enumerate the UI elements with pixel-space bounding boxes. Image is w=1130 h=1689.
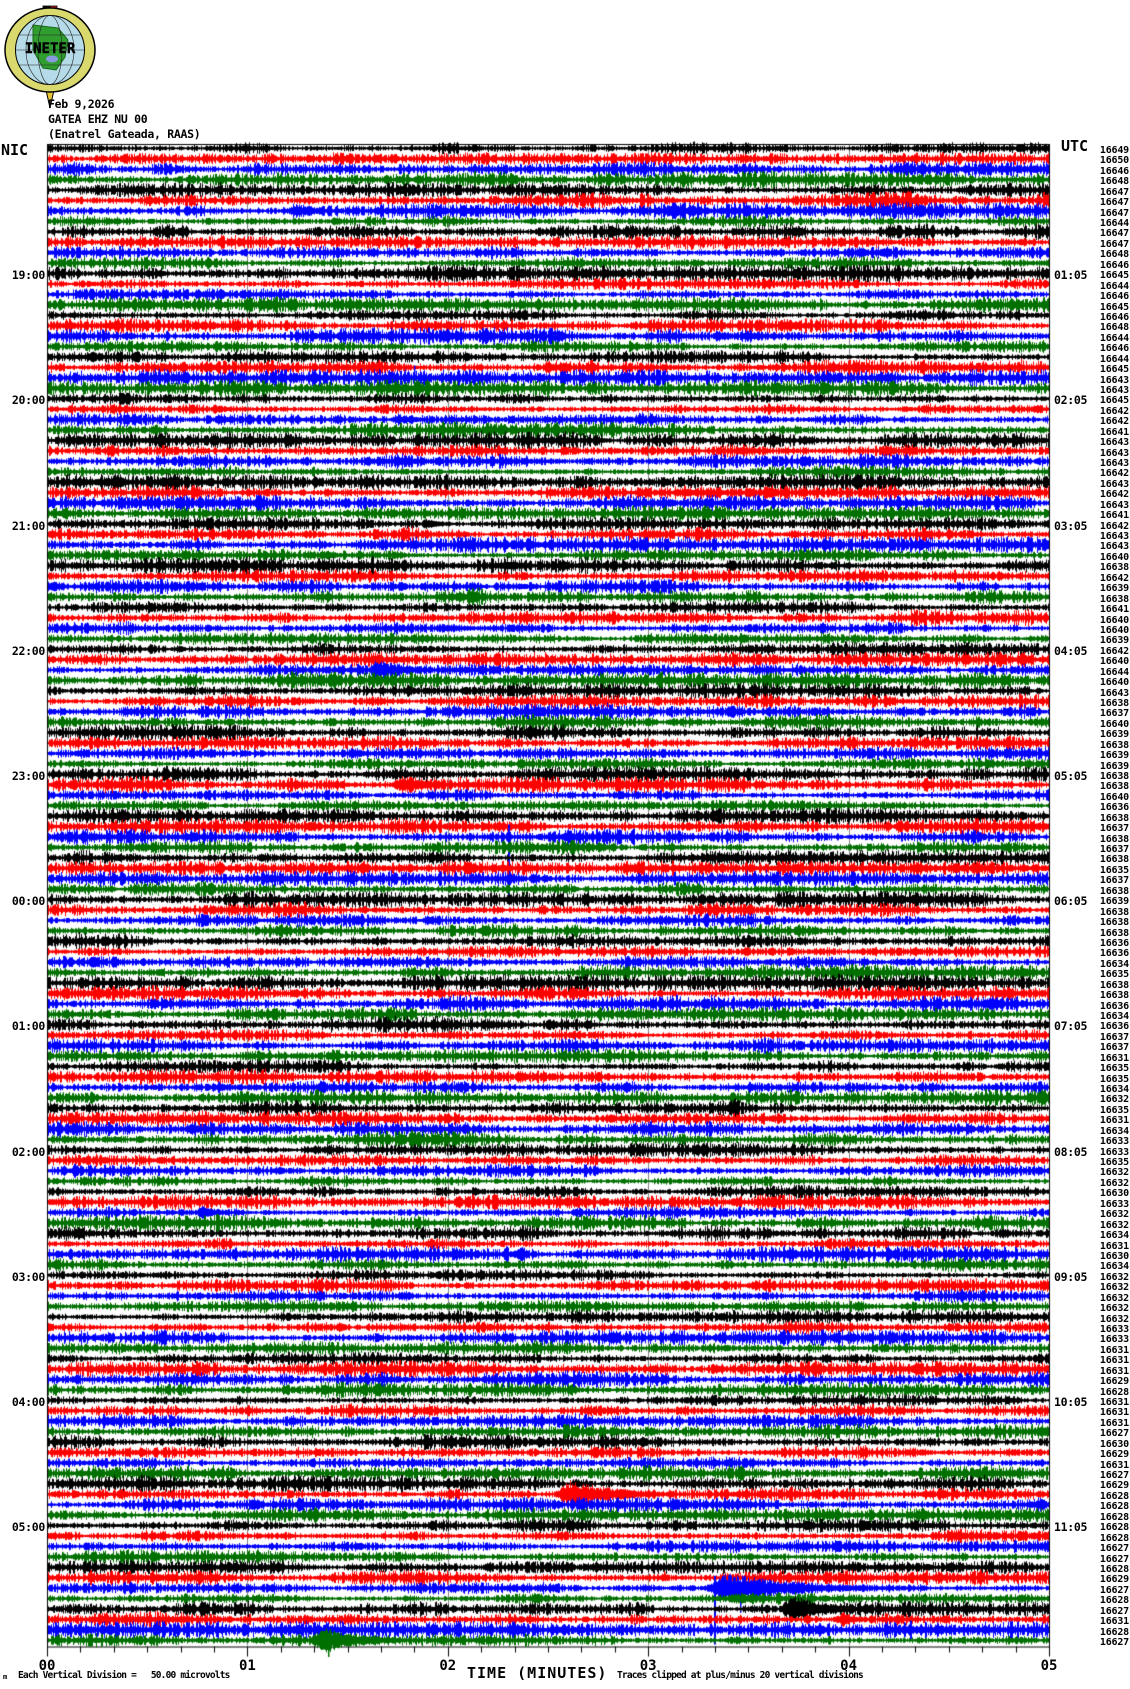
row-count: 16640 — [1099, 614, 1129, 626]
row-count: 16644 — [1099, 280, 1129, 292]
row-count: 16638 — [1099, 885, 1129, 897]
row-count: 16639 — [1099, 729, 1129, 741]
hour-label-left: 21:00 — [11, 518, 45, 533]
row-count: 16643 — [1099, 531, 1129, 543]
row-count: 16634 — [1099, 958, 1129, 970]
row-count: 16635 — [1099, 1073, 1129, 1085]
row-count: 16636 — [1099, 948, 1129, 960]
row-count: 16630 — [1099, 1438, 1129, 1450]
row-count: 16644 — [1099, 218, 1129, 230]
row-count: 16642 — [1099, 645, 1129, 657]
row-count: 16632 — [1099, 1303, 1129, 1315]
row-count: 16642 — [1099, 468, 1129, 480]
row-count: 16631 — [1099, 1407, 1129, 1419]
row-count: 16643 — [1099, 374, 1129, 386]
row-count: 16635 — [1099, 1157, 1129, 1169]
hour-label-left: 03:00 — [11, 1269, 45, 1284]
hour-label-right: 02:05 — [1054, 393, 1088, 408]
row-count: 16647 — [1099, 197, 1129, 209]
hour-label-left: 01:00 — [11, 1019, 45, 1034]
x-tick-label: 03 — [639, 1658, 657, 1674]
row-count: 16636 — [1099, 802, 1129, 814]
row-count: 16637 — [1099, 708, 1129, 720]
row-count: 16637 — [1099, 1031, 1129, 1043]
x-tick-label: 04 — [840, 1658, 858, 1674]
row-count: 16631 — [1099, 1459, 1129, 1471]
hour-label-left: 22:00 — [11, 643, 45, 658]
row-count: 16634 — [1099, 1125, 1129, 1137]
row-count: 16641 — [1099, 510, 1129, 522]
hour-label-left: 23:00 — [11, 769, 45, 783]
row-count: 16631 — [1099, 1355, 1129, 1367]
hour-label-left: 00:00 — [11, 894, 45, 909]
row-count: 16640 — [1099, 677, 1129, 689]
row-count: 16636 — [1099, 937, 1129, 949]
row-count: 16628 — [1099, 1522, 1129, 1534]
hour-label-right: 08:05 — [1054, 1144, 1088, 1159]
row-count: 16638 — [1099, 697, 1129, 709]
row-count: 16628 — [1099, 1511, 1129, 1523]
row-count: 16643 — [1099, 447, 1129, 459]
row-count: 16633 — [1099, 1136, 1129, 1148]
row-count: 16638 — [1099, 781, 1129, 793]
row-count: 16633 — [1099, 1198, 1129, 1210]
row-count: 16634 — [1099, 1084, 1129, 1095]
row-count: 16646 — [1099, 291, 1129, 303]
row-count: 16631 — [1099, 1240, 1129, 1252]
row-count: 16645 — [1099, 301, 1129, 313]
row-count: 16639 — [1099, 583, 1129, 595]
row-count: 16647 — [1099, 238, 1129, 250]
hour-label-right: 01:05 — [1054, 268, 1088, 283]
row-count: 16637 — [1099, 875, 1129, 887]
hour-label-right: 05:05 — [1054, 769, 1088, 783]
row-count: 16640 — [1099, 624, 1129, 636]
x-tick-label: 05 — [1040, 1658, 1058, 1674]
row-count: 16645 — [1099, 364, 1129, 376]
hour-label-left: 20:00 — [11, 393, 45, 408]
row-count: 16635 — [1099, 1104, 1129, 1116]
row-count: 16648 — [1099, 322, 1129, 334]
row-count: 16645 — [1099, 395, 1129, 407]
row-count: 16631 — [1099, 1115, 1129, 1127]
row-count: 16638 — [1099, 979, 1129, 991]
x-tick-label: 01 — [238, 1658, 256, 1674]
row-count: 16637 — [1099, 1042, 1129, 1054]
row-count: 16632 — [1099, 1282, 1129, 1294]
row-count: 16627 — [1099, 1584, 1129, 1596]
row-count: 16631 — [1099, 1397, 1129, 1409]
row-count: 16640 — [1099, 551, 1129, 563]
row-count: 16644 — [1099, 666, 1129, 678]
row-count: 16633 — [1099, 1146, 1129, 1158]
row-count: 16635 — [1099, 1063, 1129, 1075]
hour-label-right: 11:05 — [1054, 1520, 1088, 1535]
scale-note: Each Vertical Division = 50.00 microvolts — [18, 1670, 230, 1681]
row-count: 16628 — [1099, 1563, 1129, 1575]
row-count: 16639 — [1099, 635, 1129, 647]
row-count: 16640 — [1099, 718, 1129, 730]
hour-label-left: 02:00 — [11, 1144, 45, 1159]
row-count: 16638 — [1099, 927, 1129, 939]
row-count: 16640 — [1099, 656, 1129, 668]
row-count: 16634 — [1099, 1230, 1129, 1242]
hour-label-right: 07:05 — [1054, 1019, 1088, 1034]
row-count: 16638 — [1099, 990, 1129, 1002]
row-count: 16637 — [1099, 823, 1129, 835]
row-count: 16638 — [1099, 906, 1129, 918]
row-count: 16643 — [1099, 458, 1129, 469]
row-count: 16632 — [1099, 1094, 1129, 1106]
row-count: 16636 — [1099, 1000, 1129, 1012]
row-count: 16639 — [1099, 750, 1129, 762]
row-count: 16632 — [1099, 1167, 1129, 1179]
hour-label-right: 03:05 — [1054, 518, 1088, 533]
row-count: 16632 — [1099, 1271, 1129, 1283]
x-tick-label: 02 — [439, 1658, 457, 1674]
row-count: 16643 — [1099, 437, 1129, 449]
row-count: 16631 — [1099, 1344, 1129, 1356]
row-count: 16647 — [1099, 186, 1129, 198]
row-count: 16629 — [1099, 1574, 1129, 1586]
row-count: 16633 — [1099, 1323, 1129, 1335]
row-count: 16628 — [1099, 1386, 1129, 1398]
corner-glyph: m — [3, 1673, 8, 1681]
row-count: 16628 — [1099, 1501, 1129, 1513]
row-count: 16632 — [1099, 1209, 1129, 1221]
row-count: 16637 — [1099, 844, 1129, 856]
row-count: 16634 — [1099, 1010, 1129, 1022]
row-count: 16631 — [1099, 1417, 1129, 1429]
hour-label-right: 10:05 — [1054, 1395, 1088, 1410]
row-count: 16646 — [1099, 343, 1129, 355]
row-count: 16643 — [1099, 478, 1129, 490]
row-count: 16649 — [1099, 145, 1129, 156]
row-count: 16627 — [1099, 1636, 1129, 1648]
row-count: 16638 — [1099, 739, 1129, 751]
row-count: 16644 — [1099, 332, 1129, 344]
row-count: 16642 — [1099, 572, 1129, 584]
row-count: 16631 — [1099, 1052, 1129, 1064]
hour-label-right: 06:05 — [1054, 894, 1088, 909]
row-count: 16639 — [1099, 760, 1129, 772]
row-count: 16638 — [1099, 854, 1129, 866]
x-tick-label: 00 — [38, 1658, 56, 1674]
row-count: 16632 — [1099, 1292, 1129, 1304]
hour-label-left: 04:00 — [11, 1395, 45, 1410]
row-count: 16647 — [1099, 228, 1129, 240]
row-count: 16643 — [1099, 499, 1129, 511]
row-count: 16640 — [1099, 791, 1129, 803]
row-count: 16630 — [1099, 1250, 1129, 1262]
clip-note: Traces clipped at plus/minus 20 vertical divisions — [617, 1670, 863, 1681]
row-count: 16633 — [1099, 1334, 1129, 1346]
row-count: 16650 — [1099, 155, 1129, 167]
row-count: 16638 — [1099, 917, 1129, 929]
row-count: 16647 — [1099, 207, 1129, 219]
row-count: 16646 — [1099, 311, 1129, 323]
row-count: 16638 — [1099, 812, 1129, 824]
row-count: 16635 — [1099, 864, 1129, 876]
row-count: 16629 — [1099, 1449, 1129, 1461]
row-count: 16648 — [1099, 176, 1129, 188]
row-count: 16627 — [1099, 1543, 1129, 1555]
row-count: 16628 — [1099, 1490, 1129, 1502]
row-count: 16630 — [1099, 1188, 1129, 1200]
row-count: 16634 — [1099, 1261, 1129, 1273]
row-count: 16638 — [1099, 833, 1129, 845]
row-count: 16641 — [1099, 604, 1129, 616]
row-count: 16643 — [1099, 384, 1129, 396]
hour-label-left: 19:00 — [11, 268, 45, 283]
row-count: 16635 — [1099, 969, 1129, 981]
row-count: 16627 — [1099, 1470, 1129, 1482]
row-count: 16642 — [1099, 416, 1129, 428]
hour-label-right: 09:05 — [1054, 1269, 1088, 1284]
row-count: 16627 — [1099, 1553, 1129, 1565]
row-count: 16638 — [1099, 771, 1129, 782]
row-count: 16641 — [1099, 426, 1129, 438]
row-count: 16643 — [1099, 687, 1129, 699]
row-count: 16629 — [1099, 1480, 1129, 1492]
row-count: 16645 — [1099, 270, 1129, 282]
row-count: 16638 — [1099, 593, 1129, 605]
row-count: 16628 — [1099, 1595, 1129, 1607]
row-count: 16627 — [1099, 1428, 1129, 1440]
row-count: 16642 — [1099, 405, 1129, 417]
row-count: 16632 — [1099, 1313, 1129, 1325]
row-count: 16644 — [1099, 353, 1129, 365]
row-count: 16627 — [1099, 1605, 1129, 1617]
row-count: 16646 — [1099, 165, 1129, 177]
row-count: 16631 — [1099, 1616, 1129, 1628]
row-count: 16628 — [1099, 1626, 1129, 1638]
row-count: 16632 — [1099, 1177, 1129, 1189]
row-count: 16629 — [1099, 1376, 1129, 1388]
x-axis-title: TIME (MINUTES) — [467, 1664, 608, 1682]
hour-label-left: 05:00 — [11, 1520, 45, 1535]
row-count: 16642 — [1099, 489, 1129, 501]
row-count: 16636 — [1099, 1021, 1129, 1033]
row-count: 16646 — [1099, 259, 1129, 271]
row-count: 16638 — [1099, 562, 1129, 574]
row-count: 16628 — [1099, 1532, 1129, 1544]
row-count: 16631 — [1099, 1365, 1129, 1377]
row-count: 16648 — [1099, 249, 1129, 261]
row-count: 16643 — [1099, 541, 1129, 553]
row-count: 16639 — [1099, 896, 1129, 908]
hour-label-right: 04:05 — [1054, 643, 1088, 658]
row-count: 16642 — [1099, 520, 1129, 532]
row-count: 16632 — [1099, 1219, 1129, 1231]
